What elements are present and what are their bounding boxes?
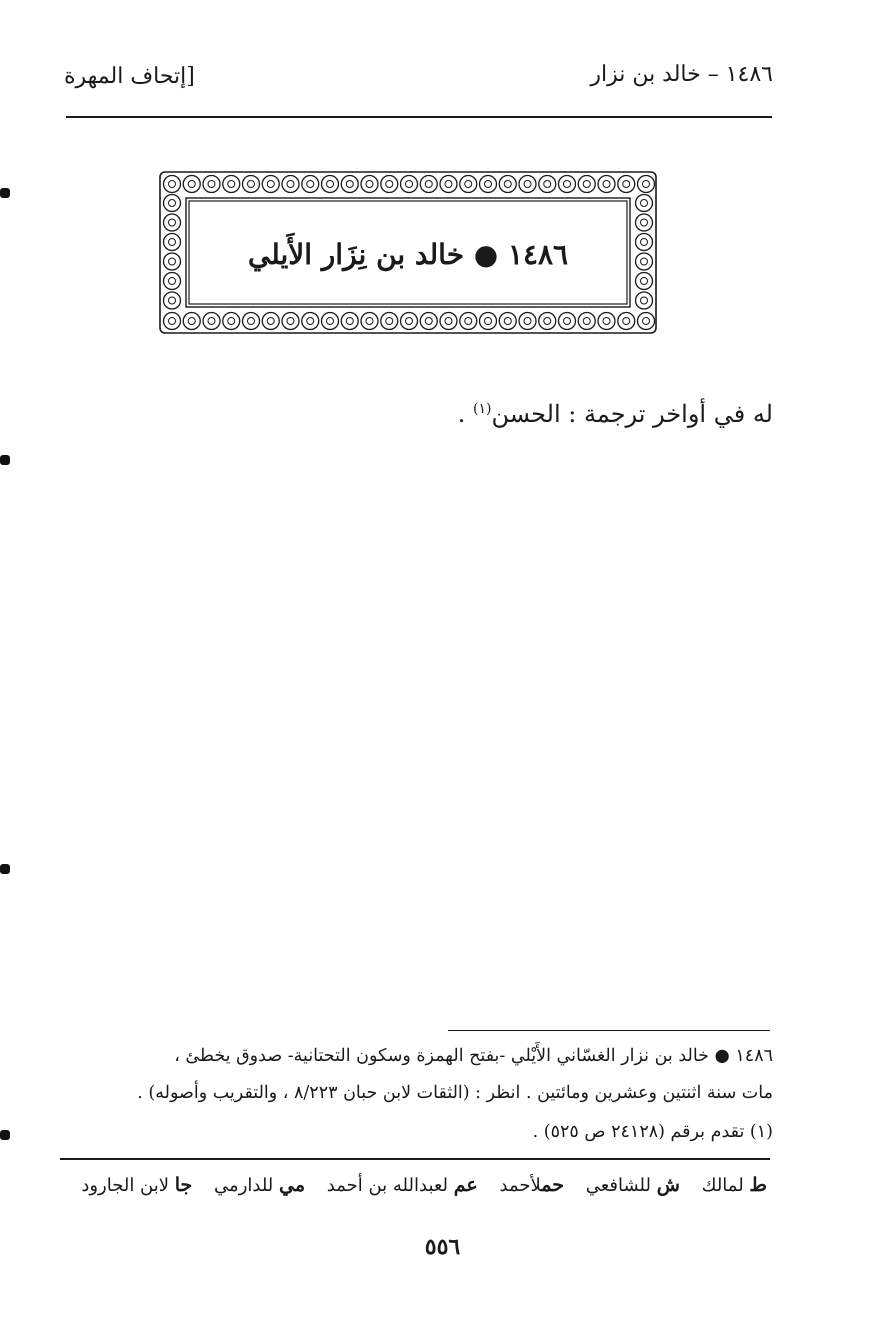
entry-title: ١٤٨٦ ● خالد بن نِزَار الأَيلي (247, 238, 569, 271)
header-rule (66, 116, 772, 118)
footnote-rule (448, 1030, 770, 1031)
legend-item: مي للدارمي (214, 1174, 306, 1196)
legend-rule (60, 1158, 770, 1160)
footnote-line-3: (١) تقدم برقم (٢٤١٢٨ ص ٥٢٥) . (532, 1122, 773, 1142)
page-number: ٥٥٦ (424, 1234, 461, 1260)
scan-mark (0, 1130, 10, 1140)
legend-item: جا لابن الجارود (81, 1174, 193, 1196)
abbreviation-legend (65, 1174, 767, 1196)
scan-mark (0, 864, 10, 874)
scan-mark (0, 455, 10, 465)
footnote-line-2: مات سنة اثنتين وعشرين ومائتين . انظر : (الثقات لابن حبان ٨/٢٢٣ ، والتقريب وأصوله) . (137, 1083, 773, 1103)
legend-item: ط لمالك (701, 1174, 767, 1196)
legend-item: عم لعبدالله بن أحمد (326, 1174, 478, 1196)
body-text: له في أواخر ترجمة : الحسن (491, 400, 773, 428)
running-title: ١٤٨٦ – خالد بن نزار (590, 62, 773, 87)
body-end: . (457, 400, 473, 428)
legend-item: حملأحمد (499, 1174, 564, 1196)
book-title: [إتحاف المهرة (64, 64, 195, 89)
footnote-line-1: ١٤٨٦ ● خالد بن نزار الغسّاني الأَيْلي -بفتح الهمزة وسكون التحتانية- صدوق يخطئ ، (174, 1046, 773, 1066)
legend-item: ش للشافعي (585, 1174, 680, 1196)
footnote-marker: (١) (472, 401, 492, 417)
scan-mark (0, 188, 10, 198)
ornamental-frame (158, 170, 658, 335)
body-paragraph (458, 400, 773, 428)
